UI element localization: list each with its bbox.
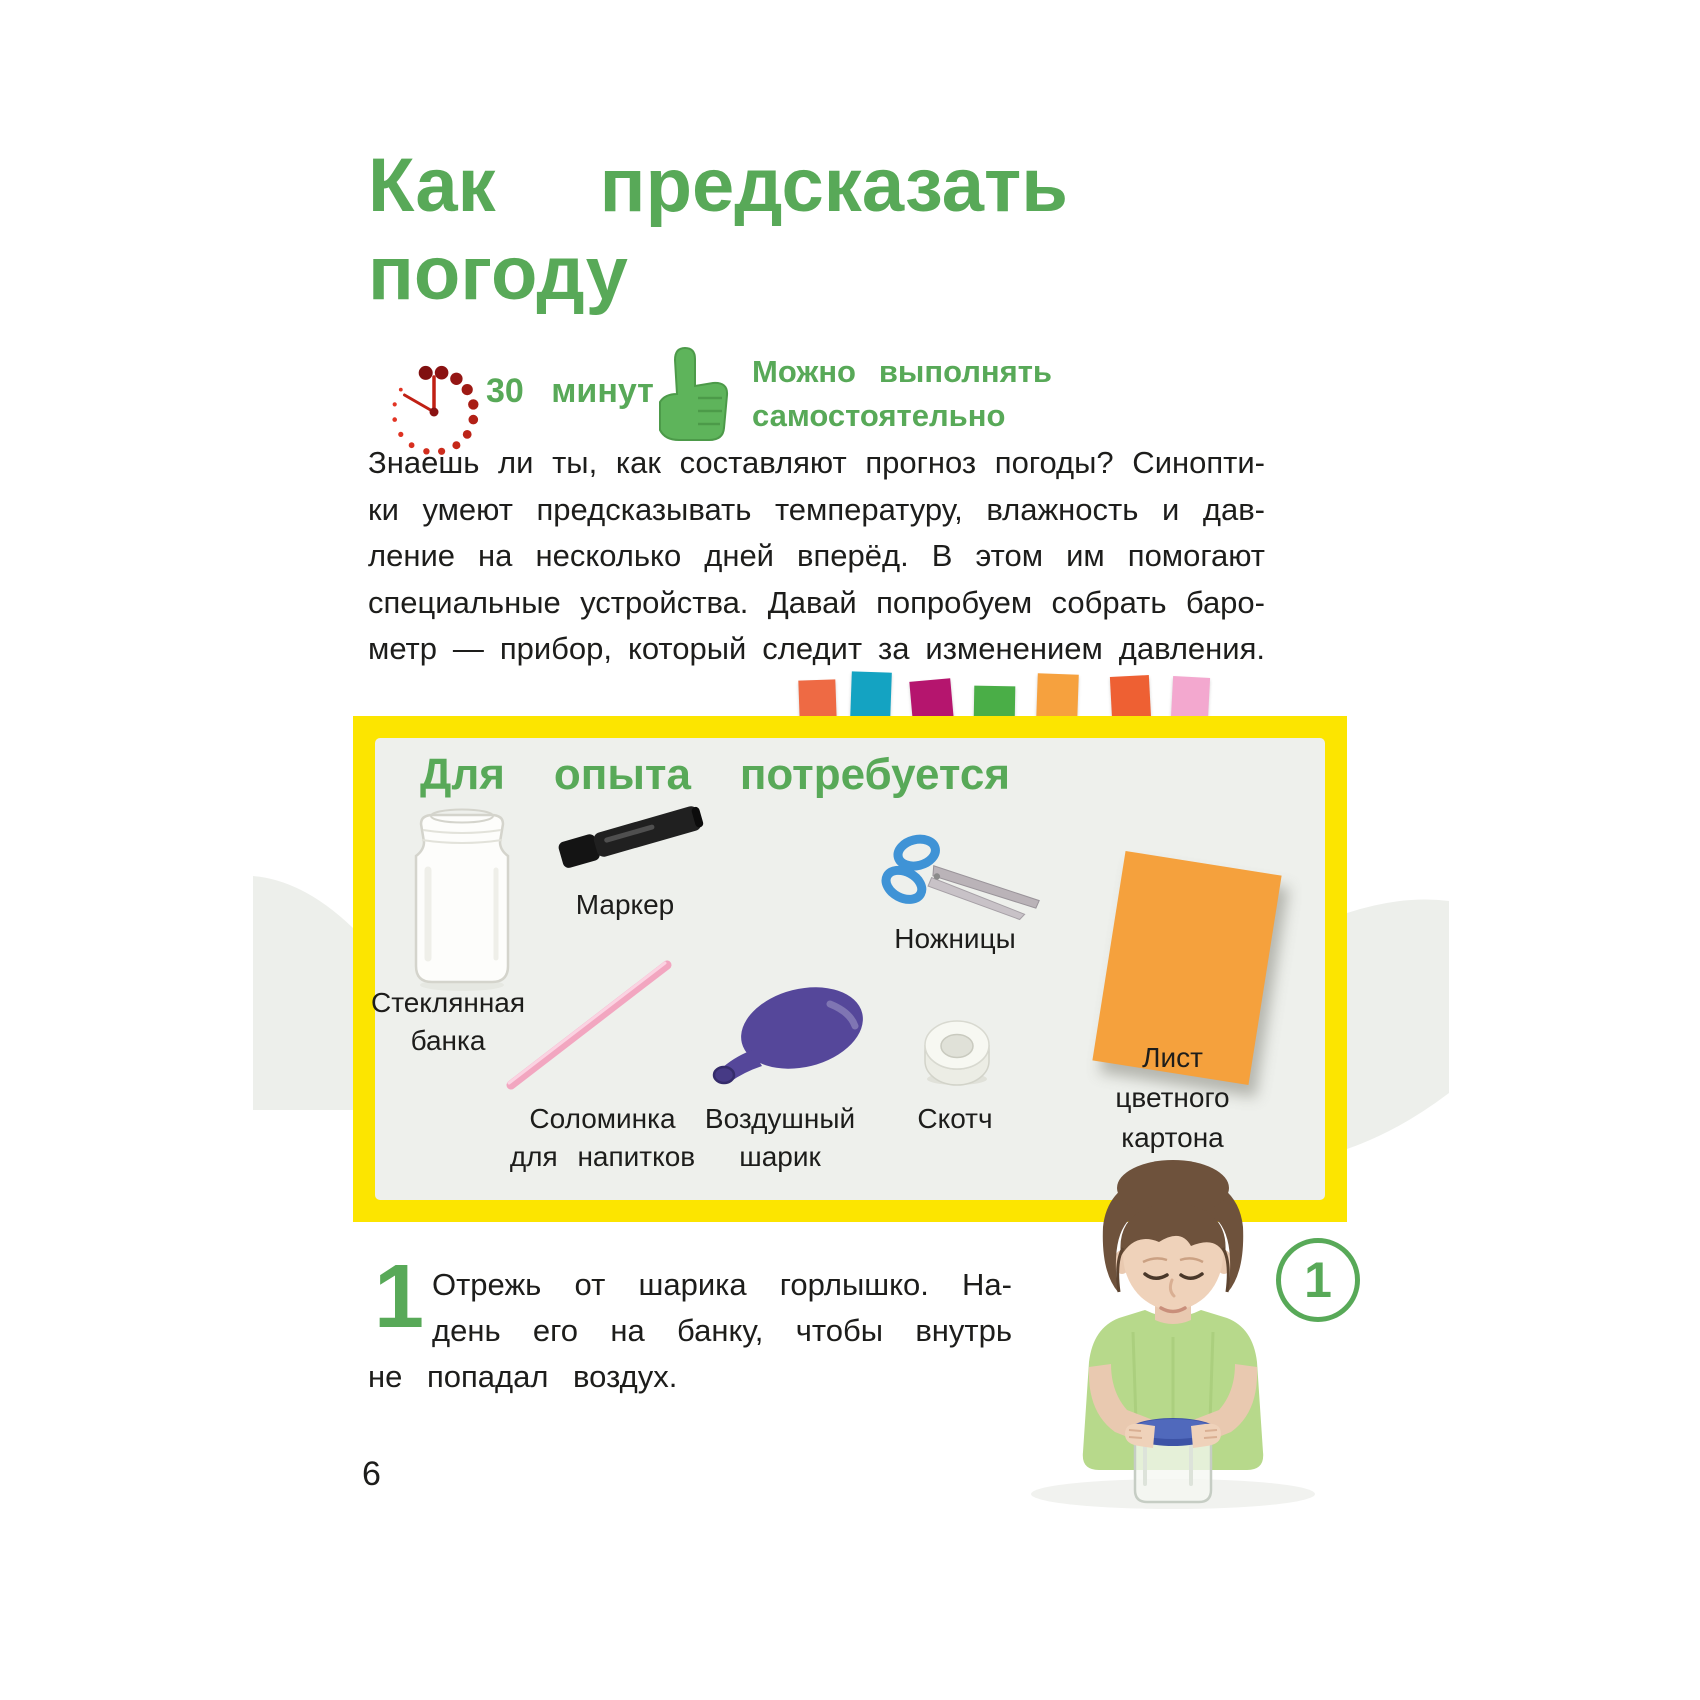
independence-line-2: самостоятельно — [752, 398, 1006, 433]
step-badge: 1 — [1276, 1238, 1360, 1322]
scissors-image — [880, 831, 1060, 921]
step-instruction — [368, 1262, 1012, 1400]
color-tab — [1171, 676, 1210, 721]
material-label-straw: Соломинка для напитков — [509, 1103, 696, 1172]
step-line: не попадал воздух. — [368, 1359, 678, 1394]
material-label-balloon: Воздушный шарик — [704, 1103, 856, 1172]
page-curl-left-shape — [253, 870, 353, 1110]
material-label-tape: Скотч — [917, 1103, 993, 1134]
materials-heading: Для опыта потребуется — [420, 750, 1010, 799]
material-label-marker: Маркер — [575, 889, 675, 920]
marker-image — [540, 791, 720, 881]
step-line: Отрежь от шарика горлышко. На- — [432, 1267, 1012, 1302]
intro-line: метр — прибор, который следит за изменением давления. — [368, 631, 1265, 666]
intro-line: ки умеют предсказывать температуру, влажность и дав- — [368, 491, 1265, 527]
tape-image — [915, 1013, 999, 1089]
color-tab — [1036, 673, 1079, 720]
straw-image — [495, 953, 685, 1098]
step-line: день его на банку, чтобы внутрь — [432, 1313, 1012, 1348]
intro-line: специальные устройства. Давай попробуем собрать баро- — [368, 584, 1265, 620]
intro-line: ление на несколько дней вперёд. В этом им помогают — [368, 538, 1265, 573]
material-label-jar: Стеклянная банка — [370, 987, 526, 1056]
balloon-image — [690, 978, 875, 1096]
intro-paragraph — [368, 440, 1265, 673]
color-tab — [1110, 675, 1151, 721]
page-number: 6 — [362, 1455, 381, 1493]
material-label-cardboard: Лист цветного картона — [1115, 1042, 1230, 1153]
duration-label: 30 минут — [486, 372, 654, 410]
child-photo — [1023, 1122, 1323, 1512]
color-tab — [798, 679, 836, 720]
thumbs-up-icon — [645, 342, 733, 444]
color-tab — [850, 671, 892, 720]
page-title-line-1: Как предсказать — [368, 143, 1068, 228]
intro-line: Знаешь ли ты, как составляют прогноз погоды? Синопти- — [368, 445, 1265, 480]
independence-note — [752, 350, 1052, 438]
page-title-line-2: погоду — [368, 231, 628, 316]
page-curl-right-shape — [1347, 893, 1449, 1153]
material-label-scissors: Ножницы — [894, 923, 1016, 954]
page-title — [368, 142, 1068, 318]
step-number: 1 — [374, 1247, 425, 1347]
independence-line-1: Можно выполнять — [752, 354, 1052, 389]
